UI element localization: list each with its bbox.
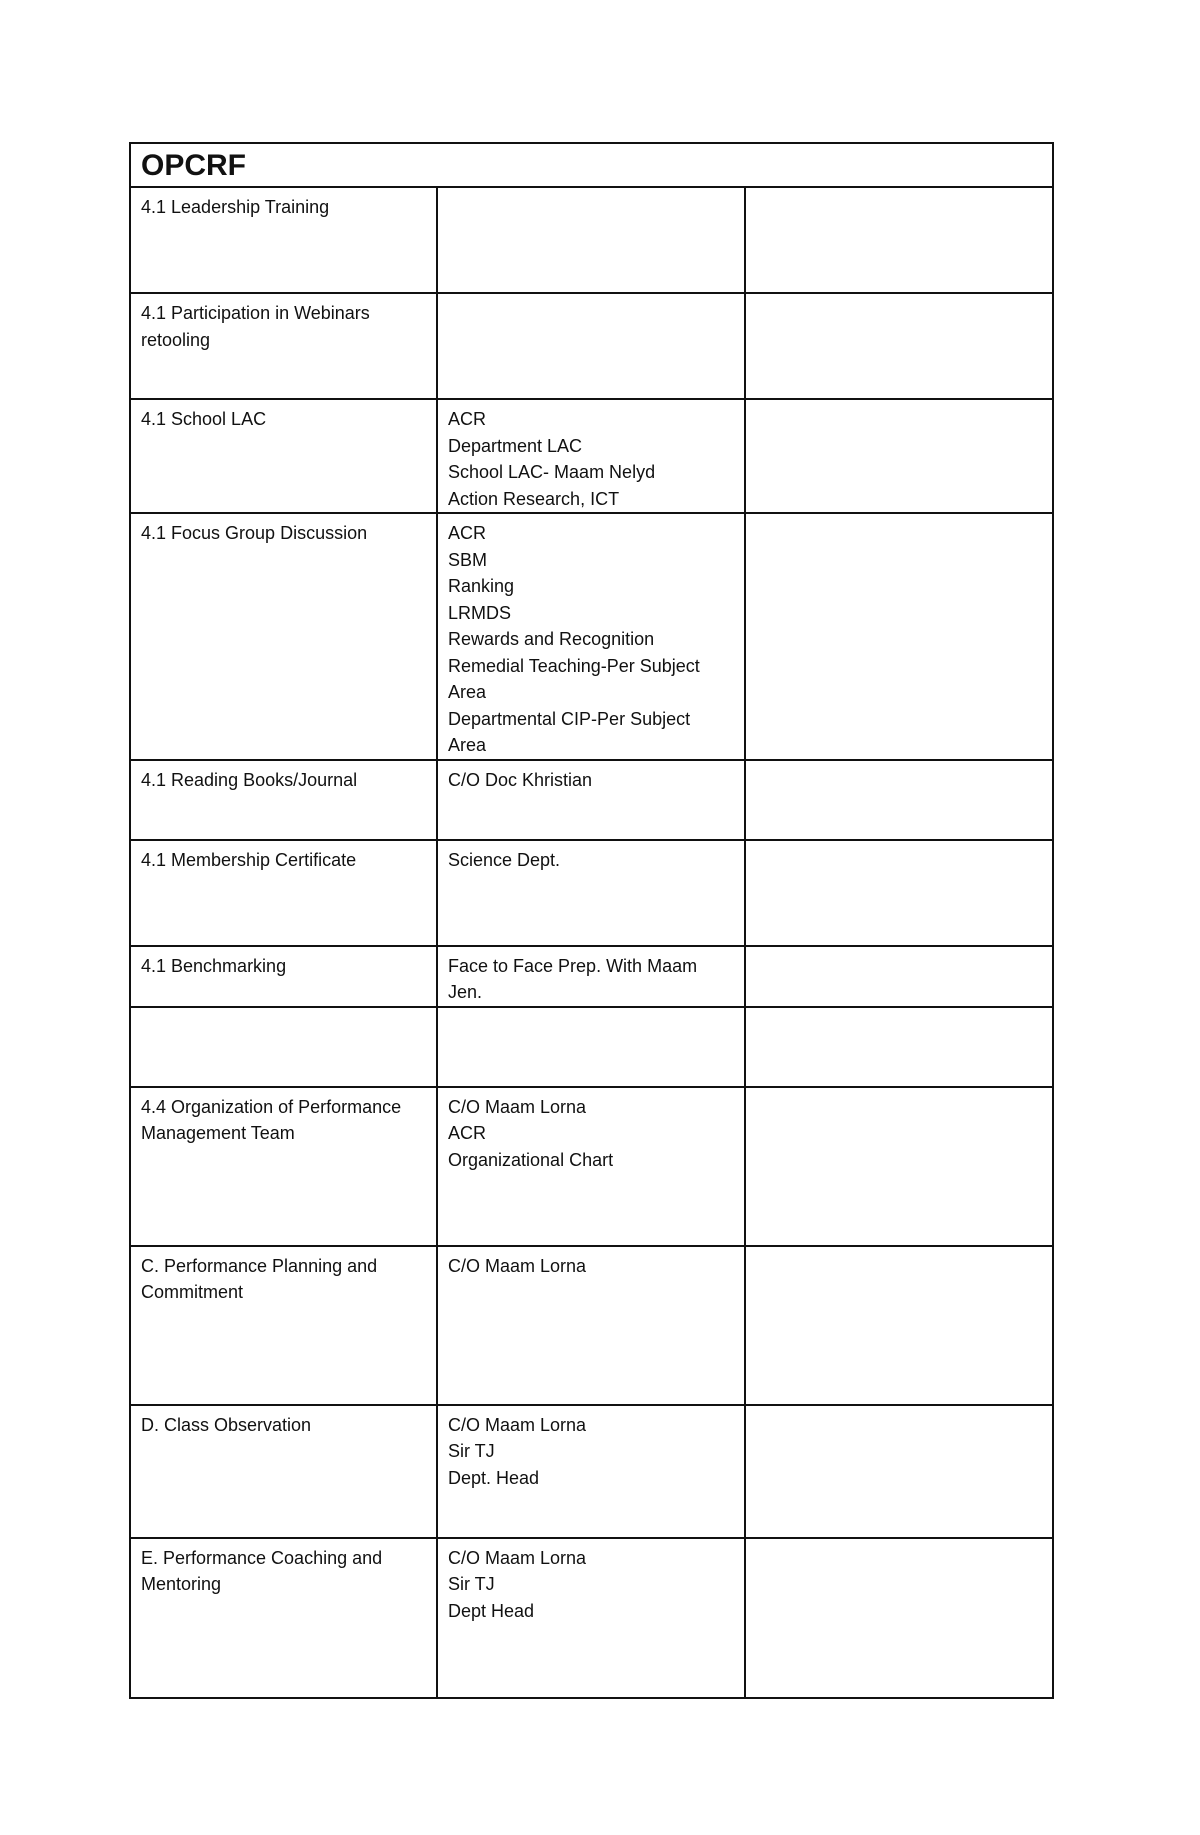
activity-cell bbox=[130, 1007, 437, 1087]
table-row bbox=[130, 399, 1053, 513]
detail-line: C/O Maam Lorna bbox=[448, 1096, 587, 1117]
detail-line: LRMDS bbox=[448, 602, 512, 623]
detail-line: Rewards and Recognition bbox=[448, 629, 655, 649]
notes-cell bbox=[745, 399, 1053, 513]
details-cell bbox=[437, 1246, 745, 1405]
detail-line: Jen. bbox=[448, 982, 483, 1002]
activity-cell: 4.1 Participation in Webinars retooling bbox=[130, 293, 437, 399]
detail-line: Science Dept. bbox=[448, 849, 561, 870]
details-cell bbox=[437, 513, 745, 760]
activity-cell: E. Performance Coaching and Mentoring bbox=[130, 1538, 437, 1698]
table-row bbox=[130, 946, 1053, 1007]
detail-line: Sir TJ bbox=[448, 1441, 495, 1461]
activity-cell: 4.1 School LAC bbox=[130, 399, 437, 513]
notes-cell bbox=[745, 1087, 1053, 1246]
notes-cell bbox=[745, 1246, 1053, 1405]
details-cell bbox=[437, 840, 745, 946]
details-cell bbox=[437, 946, 745, 1007]
title-row bbox=[130, 143, 1053, 187]
detail-line: Area bbox=[448, 682, 487, 702]
notes-cell bbox=[745, 293, 1053, 399]
detail-line: Ranking bbox=[448, 576, 515, 596]
detail-line: Organizational Chart bbox=[448, 1149, 614, 1170]
detail-line: Face to Face Prep. With Maam bbox=[448, 955, 698, 976]
activity-cell: 4.1 Membership Certificate bbox=[130, 840, 437, 946]
table-row bbox=[130, 513, 1053, 760]
activity-cell: C. Performance Planning and Commitment bbox=[130, 1246, 437, 1405]
detail-line: Department LAC bbox=[448, 435, 583, 456]
details-cell bbox=[437, 1007, 745, 1087]
notes-cell bbox=[745, 513, 1053, 760]
detail-line: ACR bbox=[448, 523, 487, 543]
activity-cell: 4.1 Leadership Training bbox=[130, 187, 437, 293]
document-title: OPCRF bbox=[130, 143, 1053, 187]
activity-cell: 4.4 Organization of Performance Management Team bbox=[130, 1087, 437, 1246]
table-row bbox=[130, 840, 1053, 946]
table-row bbox=[130, 1538, 1053, 1698]
table-row bbox=[130, 1007, 1053, 1087]
notes-cell bbox=[745, 1405, 1053, 1538]
detail-line: ACR bbox=[448, 1123, 487, 1143]
table-row bbox=[130, 1087, 1053, 1246]
details-cell bbox=[437, 760, 745, 840]
details-cell bbox=[437, 1087, 745, 1246]
opcrf-table bbox=[129, 142, 1054, 1699]
notes-cell bbox=[745, 840, 1053, 946]
table-row bbox=[130, 1405, 1053, 1538]
detail-line: Area bbox=[448, 735, 487, 755]
activity-cell: 4.1 Focus Group Discussion bbox=[130, 513, 437, 760]
notes-cell bbox=[745, 760, 1053, 840]
notes-cell bbox=[745, 1538, 1053, 1698]
table-row bbox=[130, 1246, 1053, 1405]
activity-cell: 4.1 Reading Books/Journal bbox=[130, 760, 437, 840]
detail-line: ACR bbox=[448, 409, 487, 429]
detail-line: Dept. Head bbox=[448, 1467, 540, 1488]
notes-cell bbox=[745, 1007, 1053, 1087]
notes-cell bbox=[745, 187, 1053, 293]
detail-line: C/O Doc Khristian bbox=[448, 769, 593, 790]
table-row bbox=[130, 760, 1053, 840]
table-row bbox=[130, 293, 1053, 399]
detail-line: Dept Head bbox=[448, 1600, 535, 1621]
detail-line: C/O Maam Lorna bbox=[448, 1414, 587, 1435]
detail-line: Sir TJ bbox=[448, 1574, 495, 1594]
notes-cell bbox=[745, 946, 1053, 1007]
activity-cell: D. Class Observation bbox=[130, 1405, 437, 1538]
detail-line: School LAC- Maam Nelyd bbox=[448, 462, 656, 482]
details-cell bbox=[437, 1538, 745, 1698]
details-cell bbox=[437, 399, 745, 513]
details-cell bbox=[437, 293, 745, 399]
details-cell bbox=[437, 1405, 745, 1538]
table-row bbox=[130, 187, 1053, 293]
detail-line: SBM bbox=[448, 549, 488, 570]
detail-line: C/O Maam Lorna bbox=[448, 1255, 587, 1276]
details-cell bbox=[437, 187, 745, 293]
detail-line: Remedial Teaching-Per Subject bbox=[448, 655, 700, 676]
detail-line: Departmental CIP-Per Subject bbox=[448, 708, 691, 729]
activity-cell: 4.1 Benchmarking bbox=[130, 946, 437, 1007]
detail-line: Action Research, ICT bbox=[448, 488, 620, 509]
detail-line: C/O Maam Lorna bbox=[448, 1547, 587, 1568]
